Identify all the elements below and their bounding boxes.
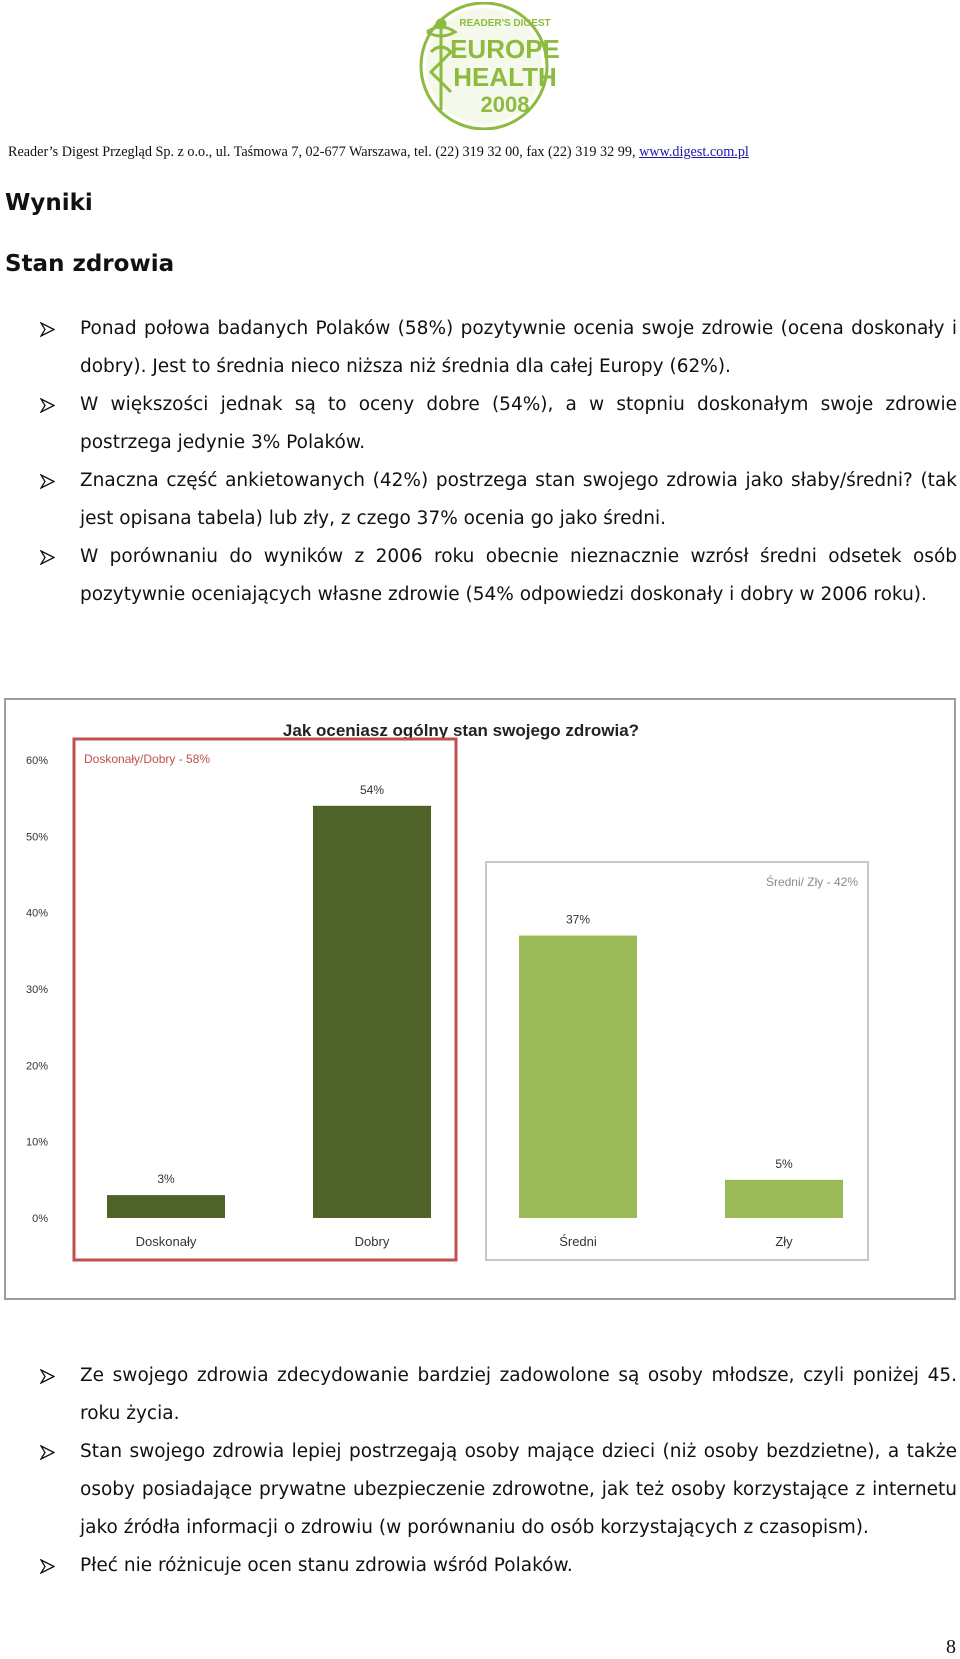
list-item bbox=[0, 462, 960, 538]
y-tick-label: 30% bbox=[25, 984, 48, 996]
bar bbox=[107, 1195, 225, 1218]
bullet-list-top bbox=[0, 310, 960, 614]
chart-title: Jak oceniasz ogólny stan swojego zdrowia? bbox=[282, 721, 640, 740]
logo-line3: HEALTH bbox=[453, 62, 557, 92]
x-category-label: Średni bbox=[559, 1234, 597, 1249]
y-tick-label: 50% bbox=[25, 831, 48, 844]
arrow-bullet-icon bbox=[40, 1445, 55, 1460]
bar-value-label: 5% bbox=[775, 1156, 793, 1171]
arrow-bullet-icon bbox=[40, 322, 55, 337]
group-label: Doskonały/Dobry - 58% bbox=[84, 752, 211, 766]
list-item bbox=[0, 386, 960, 462]
health-rating-chart bbox=[4, 698, 956, 1300]
bullet-text: W porównaniu do wyników z 2006 roku obecnie nieznacznie wzrósł średni odsetek osób pozytywnie oceniających własne zdrowie (54% odpowiedzi doskonały i dobry w 2006 roku). bbox=[80, 546, 957, 605]
arrow-bullet-icon bbox=[40, 398, 55, 413]
list-item bbox=[0, 538, 960, 614]
y-tick-label: 60% bbox=[25, 755, 48, 767]
x-category-label: Zły bbox=[775, 1234, 793, 1249]
arrow-bullet-icon bbox=[40, 1559, 55, 1574]
logo-graphic bbox=[397, 2, 571, 130]
page-number: 8 bbox=[946, 1636, 956, 1658]
bullet-text: Znaczna część ankietowanych (42%) postrzega stan swojego zdrowia jako słaby/średni? (tak jest opisana tabela) lub zły, z czego 37% ocenia go jako średni. bbox=[80, 470, 957, 529]
bullet-text: W większości jednak są to oceny dobre (54%), a w stopniu doskonałym swoje zdrowie postrzega jedynie 3% Polaków. bbox=[80, 394, 957, 453]
bar bbox=[725, 1180, 843, 1218]
group-label: Średni/ Zły - 42% bbox=[765, 875, 858, 889]
y-tick-label: 0% bbox=[32, 1213, 48, 1225]
arrow-bullet-icon bbox=[40, 1369, 55, 1384]
bullet-text: Płeć nie różnicuje ocen stanu zdrowia wśród Polaków. bbox=[80, 1555, 573, 1576]
bar bbox=[313, 806, 431, 1218]
europe-health-logo bbox=[397, 2, 571, 130]
section-heading-results: Wyniki bbox=[5, 190, 93, 216]
list-item bbox=[0, 310, 960, 386]
bullet-text: Ze swojego zdrowia zdecydowanie bardziej zadowolone są osoby młodsze, czyli poniżej 45. roku życia. bbox=[80, 1365, 957, 1424]
bullet-list-bottom bbox=[0, 1357, 960, 1585]
x-category-label: Doskonały bbox=[135, 1234, 197, 1249]
logo-line1: READER'S DIGEST bbox=[459, 18, 551, 29]
logo-line2: EUROPE bbox=[450, 34, 560, 64]
bullet-text: Stan swojego zdrowia lepiej postrzegają osoby mające dzieci (niż osoby bezdzietne), a także osoby posiadające prywatne ubezpieczenie zdrowotne, jak też osoby korzystające z internetu jako źródła informacji o zdrowiu (w porównaniu do osób korzystających z czasopism). bbox=[80, 1441, 957, 1538]
bar bbox=[519, 936, 637, 1218]
y-tick-label: 40% bbox=[25, 907, 48, 920]
list-item bbox=[0, 1357, 960, 1433]
address-line bbox=[8, 144, 958, 161]
logo-line4: 2008 bbox=[480, 92, 530, 117]
arrow-bullet-icon bbox=[40, 474, 55, 489]
list-item bbox=[0, 1433, 960, 1547]
address-text: Reader’s Digest Przegląd Sp. z o.o., ul. Taśmowa 7, 02-677 Warszawa, tel. (22) 319 32 00, fax (22) 319 32 99, bbox=[8, 144, 636, 160]
bar-value-label: 54% bbox=[359, 782, 385, 797]
list-item bbox=[0, 1547, 960, 1585]
bar-value-label: 3% bbox=[157, 1172, 175, 1187]
y-tick-label: 10% bbox=[25, 1136, 48, 1149]
bar-chart-svg bbox=[6, 700, 954, 1298]
arrow-bullet-icon bbox=[40, 550, 55, 565]
bar-value-label: 37% bbox=[565, 912, 591, 927]
bullet-text: Ponad połowa badanych Polaków (58%) pozytywnie ocenia swoje zdrowie (ocena doskonały i dobry). Jest to średnia nieco niższa niż średnia dla całej Europy (62%). bbox=[80, 318, 957, 377]
y-tick-label: 20% bbox=[25, 1060, 48, 1073]
section-heading-health: Stan zdrowia bbox=[5, 251, 175, 277]
website-link[interactable]: www.digest.com.pl bbox=[639, 144, 749, 160]
x-category-label: Dobry bbox=[354, 1234, 390, 1249]
